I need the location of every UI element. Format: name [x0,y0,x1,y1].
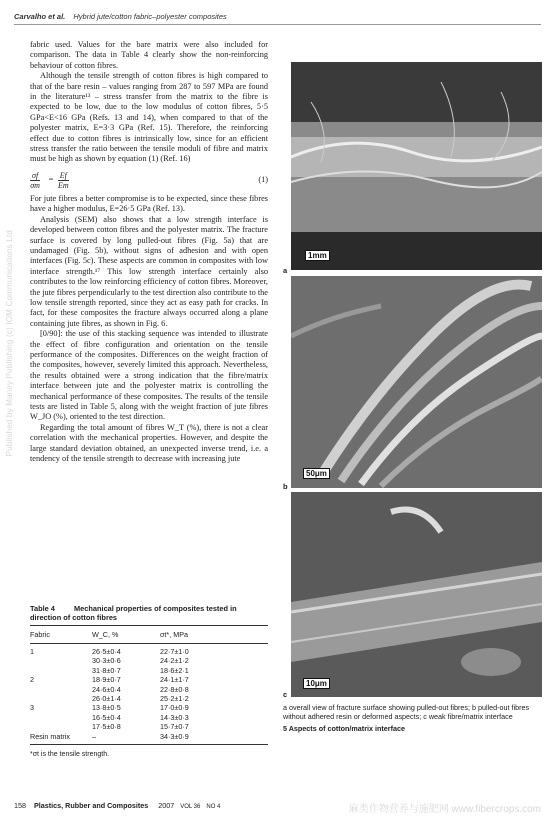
journal-name: Plastics, Rubber and Composites [34,801,149,810]
table-row: 3 13·8±0·5 16·5±0·4 17·5±0·8 17·0±0·9 14·3±0·3 15·7±0·7 [30,703,189,732]
publisher-watermark: Published by Maney Publishing (c) IOM Communications Ltd [5,230,14,457]
scale-bar: 10μm [303,678,330,689]
sem-image-c [291,492,542,697]
table-row: Resin matrix – 34·3±0·9 [30,731,189,741]
header-authors: Carvalho et al. [14,12,66,21]
header-rule [14,24,541,25]
figure-title: 5 Aspects of cotton/matrix interface [283,723,405,733]
table-row: 2 18·9±0·7 24·6±0·4 26·0±1·4 24·1±1·7 22·8±0·8 25·2±1·2 [30,675,189,704]
site-watermark: 麻类作物营养与施肥网 www.fibercrops.com [348,804,541,815]
scale-bar: 1mm [305,250,330,261]
scale-bar: 50μm [303,468,330,479]
table-caption: Table 4 Mechanical properties of composites tested in direction of cotton fibres [30,604,237,622]
panel-label: c [283,690,288,699]
paragraph: Analysis (SEM) also shows that a low strength interface is developed between cotton fibres and the polyester matrix. The fracture surface is covered by long pulled-out fibres (Fig. 5a) that are undamaged (Fig. 5b), without signs of adhesion and with open interfaces (Fig. 5c). These aspects are common in composites with low interface strength.¹⁷ This low strength interface certainly also contributes to the low reinforcing efficiency of cotton fibres. Moreover, the jute fibres perpendicularly to the test direction also contribute to the low tensile strength reported, since they act as easy path for cracks. In fact, for these composites the fracture always occurred along a plane containing jute fibres, as shown in Fig. 6. [30,214,268,328]
eq-rhs: $\frac{Ef}{Em}$ [58,170,69,190]
paragraph: For jute fibres a better compromise is to be expected, since these fibres have a higher modulus, E=26·5 GPa (Ref. 13). [30,193,268,214]
paragraph: [0/90]: the use of this stacking sequence was intended to illustrate the effect of fibre configuration and orientation on the tensile performance of the composites. Differences on the weight fraction of the composites, however, severely limited this approach. Nevertheless, the results obtained were a strong indication that the fibre/matrix interface between jute and the polyester matrix is controlling the mechanical performance of these composites. The results of the tensile tests are listed in Table 5, along with the weight fraction of jute fibres W_JO (%), oriented to the test direction. [30,329,268,422]
figure-caption: a overall view of fracture surface showing pulled-out fibres; b pulled-out fibres without adhered resin or deformed aspects; c weak fibre/matrix interface 5 Aspects of cotton/matrix interface [283,703,543,733]
paragraph: Although the tensile strength of cotton fibres is high compared to that of the bare resin – values ranging from 287 to 597 MPa are found in the literature¹³ – stress transfer from the matrix to the fibre is expected to be low, due to the low modulus of cotton fibres, 5·5 GPa<E<16 GPa (Refs. 13 and 14), when compared to that of the polyester matrix, E=3·3 GPa (Ref. 15). Therefore, the reinforcing effect due to cotton fibres is intrinsically low, since for an efficient stress transfer the ratio between the tensile moduli of fibre and matrix must be high as shown by equation (1) (Ref. 16) [30,71,268,164]
running-header [14,12,227,21]
header-title: Hybrid jute/cotton fabric–polyester composites [73,12,227,21]
table-4 [30,604,268,758]
body-text [30,40,268,464]
panel-label: a [283,266,288,275]
table-header: Fabric W_C, % σt*, MPa [30,630,189,639]
sem-image-b [291,276,542,488]
eq-number: (1) [258,175,268,185]
paragraph: Regarding the total amount of fibres W_T (%), there is not a clear correlation with the mechanical properties. However, and despite the large standard deviation obtained, an unexpected inverse trend, i.e. a tendency of the tensile strength to decrease with increasing jute [30,422,268,464]
table-footnote: *σt is the tensile strength. [30,751,110,759]
sem-image-a [291,62,542,270]
panel-label: b [283,482,288,491]
paragraph: fabric used. Values for the bare matrix were also included for comparison. The data in Table 4 clearly show the non-reinforcing behaviour of cotton fibres. [30,40,268,70]
equation-1: $\frac{\sigma f}{\sigma m}$ = $\frac{Ef}{Em}$ (1) [30,170,268,190]
eq-lhs: $\frac{\sigma f}{\sigma m}$ [30,170,40,190]
page-number: 158 [14,801,26,810]
page-footer: 158 Plastics, Rubber and Composites 2007 VOL 36 NO 4 [14,801,221,810]
table-row: 1 26·5±0·4 30·3±0·6 31·8±0·7 22·7±1·0 24·2±1·2 18·6±2·1 [30,647,189,675]
